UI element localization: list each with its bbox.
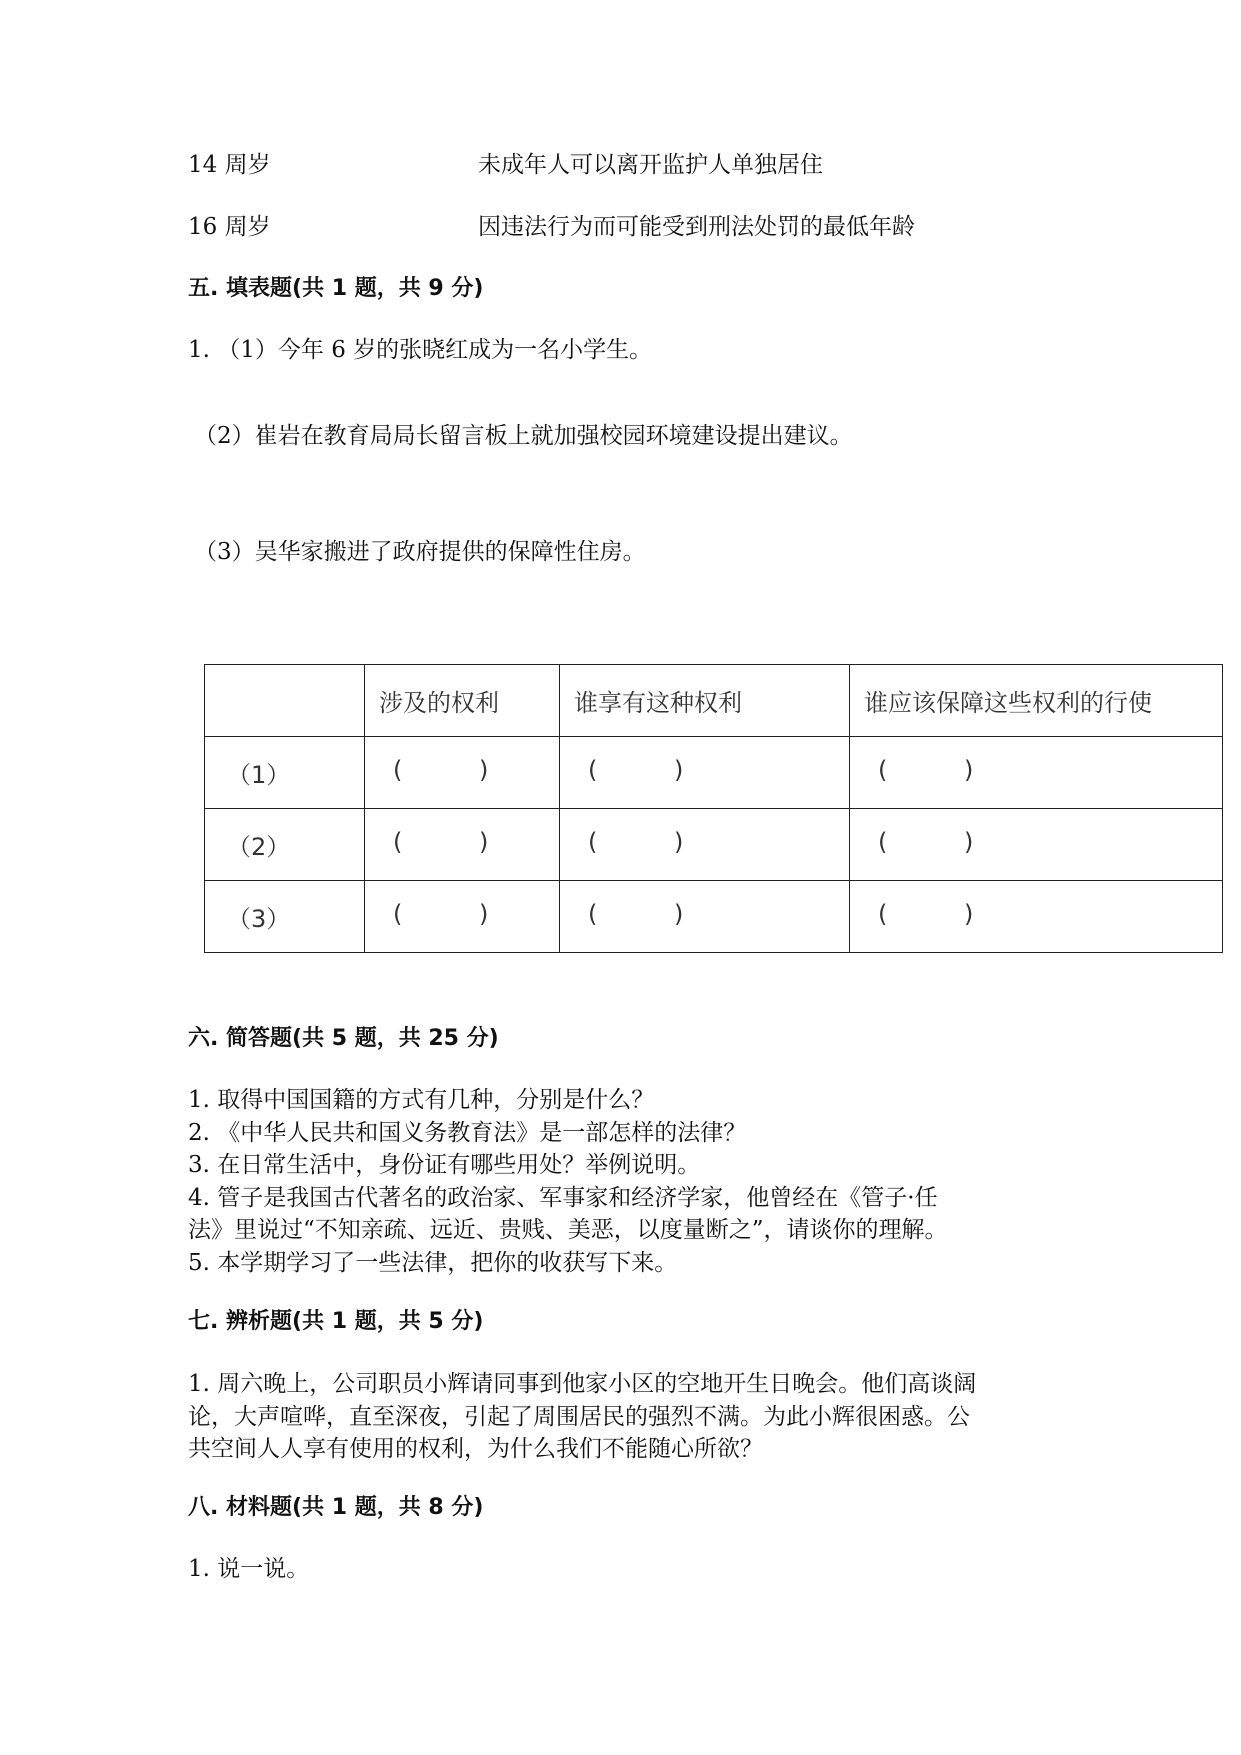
close-paren: ) (674, 755, 684, 784)
blank-cell[interactable] (850, 881, 1223, 953)
blank-cell[interactable] (850, 737, 1223, 809)
section6-line: 3. 在日常生活中，身份证有哪些用处？举例说明。 (188, 1152, 701, 1178)
blank-cell[interactable] (560, 809, 850, 881)
blank-cell[interactable] (560, 881, 850, 953)
blank-cell[interactable] (365, 881, 560, 953)
match-age-16: 16 周岁 (188, 214, 271, 240)
table-row-label: （3） (205, 881, 365, 953)
close-paren: ) (964, 827, 974, 856)
rights-table (204, 664, 1223, 953)
table-header-cell: 谁应该保障这些权利的行使 (850, 665, 1223, 737)
match-age-14: 14 周岁 (188, 152, 271, 178)
open-paren: ( (878, 827, 888, 856)
section6-heading: 六. 简答题(共 5 题，共 25 分) (188, 1026, 499, 1051)
open-paren: ( (588, 755, 598, 784)
table-header-cell: 谁享有这种权利 (560, 665, 850, 737)
section5-question-2: （2）崔岩在教育局局长留言板上就加强校园环境建设提出建议。 (194, 423, 853, 449)
section6-line: 法》里说过“不知亲疏、远近、贵贱、美恶，以度量断之”，请谈你的理解。 (188, 1217, 948, 1243)
open-paren: ( (878, 755, 888, 784)
open-paren: ( (588, 899, 598, 928)
section6-line: 4. 管子是我国古代著名的政治家、军事家和经济学家，他曾经在《管子·任 (188, 1184, 938, 1211)
section6-line: 5. 本学期学习了一些法律，把你的收获写下来。 (188, 1249, 678, 1276)
section8-heading: 八. 材料题(共 1 题，共 8 分) (188, 1495, 484, 1520)
table-row-label: （2） (205, 809, 365, 881)
section7-line: 1. 周六晚上，公司职员小辉请同事到他家小区的空地开生日晚会。他们高谈阔 (188, 1371, 977, 1397)
section7-line: 论，大声喧哗，直至深夜，引起了周围居民的强烈不满。为此小辉很困惑。公 (188, 1403, 970, 1430)
close-paren: ) (674, 827, 684, 856)
close-paren: ) (964, 899, 974, 928)
table-row (205, 881, 1223, 953)
section6-line: 2. 《中华人民共和国义务教育法》是一部怎样的法律？ (188, 1119, 747, 1146)
open-paren: ( (878, 899, 888, 928)
table-header-cell (205, 665, 365, 737)
section7-heading: 七. 辨析题(共 1 题，共 5 分) (188, 1309, 484, 1334)
blank-cell[interactable] (850, 809, 1223, 881)
close-paren: ) (964, 755, 974, 784)
blank-cell[interactable] (560, 737, 850, 809)
match-desc-16: 因违法行为而可能受到刑法处罚的最低年龄 (478, 214, 915, 240)
section5-question-3: （3）吴华家搬进了政府提供的保障性住房。 (194, 539, 646, 565)
table-row (205, 809, 1223, 881)
open-paren: ( (588, 827, 598, 856)
table-row (205, 737, 1223, 809)
table-header-row (205, 665, 1223, 737)
section7-question (188, 1368, 976, 1466)
table-row-label: （1） (205, 737, 365, 809)
close-paren: ) (479, 827, 489, 856)
open-paren: ( (393, 899, 403, 928)
close-paren: ) (479, 755, 489, 784)
table-header-cell: 涉及的权利 (365, 665, 560, 737)
match-desc-14: 未成年人可以离开监护人单独居住 (478, 152, 823, 178)
open-paren: ( (393, 755, 403, 784)
section5-question-1: 1. （1）今年 6 岁的张晓红成为一名小学生。 (188, 337, 653, 363)
section6-questions (188, 1084, 948, 1279)
open-paren: ( (393, 827, 403, 856)
section7-line: 共空间人人享有使用的权利，为什么我们不能随心所欲？ (188, 1436, 763, 1462)
close-paren: ) (479, 899, 489, 928)
blank-cell[interactable] (365, 809, 560, 881)
section5-heading: 五. 填表题(共 1 题，共 9 分) (188, 276, 484, 301)
section6-line: 1. 取得中国国籍的方式有几种，分别是什么？ (188, 1087, 655, 1113)
close-paren: ) (674, 899, 684, 928)
section8-question-1: 1. 说一说。 (188, 1556, 310, 1582)
blank-cell[interactable] (365, 737, 560, 809)
